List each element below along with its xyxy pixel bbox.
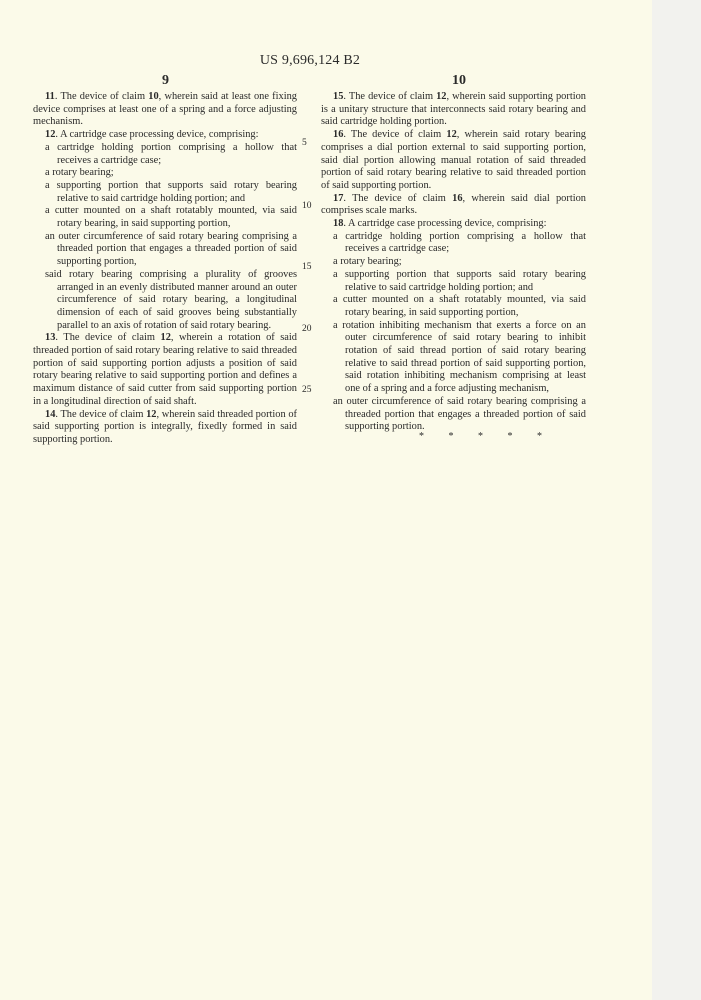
claim-18 bbox=[321, 218, 586, 231]
claim-element: a supporting portion that supports said rotary bearing relative to said cartridge holding portion; and bbox=[45, 179, 297, 204]
claim-number: 16 bbox=[333, 129, 344, 141]
line-number: 25 bbox=[302, 385, 312, 395]
claim-element: a supporting portion that supports said rotary bearing relative to said cartridge holding portion; and bbox=[333, 268, 586, 293]
claim-text: . The device of claim bbox=[54, 91, 149, 102]
claim-text: , wherein said at least one fixing device comprises at least one of a spring and a force adjusting mechanism. bbox=[33, 91, 298, 128]
claim-text: . The device of claim bbox=[343, 129, 447, 141]
claim-number: 14 bbox=[45, 408, 56, 420]
claim-number: 12 bbox=[45, 129, 56, 141]
claim-number: 15 bbox=[333, 91, 344, 102]
claim-text: . The device of claim bbox=[55, 332, 161, 344]
claim-number: 18 bbox=[333, 218, 344, 230]
claim-text: , wherein said rotary bearing comprises a dial portion external to said supporting portion, said dial portion allowing manual rotation of said threaded portion of said rotary bearing relative to said threaded portion of said supporting portion. bbox=[321, 129, 586, 191]
claim-15 bbox=[321, 91, 586, 129]
claim-element: a cutter mounted on a shaft rotatably mounted, via said rotary bearing, in said supporting portion, bbox=[45, 205, 297, 230]
claim-14 bbox=[33, 409, 297, 447]
claim-text: . The device of claim bbox=[343, 91, 437, 102]
claim-16 bbox=[321, 129, 586, 193]
claim-element: a rotary bearing; bbox=[333, 256, 402, 268]
claim-text: , wherein said supporting portion is a unitary structure that interconnects said rotary bearing and said cartridge holding portion. bbox=[321, 91, 587, 128]
claim-element: a cartridge holding portion comprising a hollow that receives a cartridge case; bbox=[45, 141, 297, 166]
claim-element: an outer circumference of said rotary bearing comprising a threaded portion that engages a threaded portion of said supporting portion. bbox=[333, 395, 586, 433]
claim-text: , wherein said dial portion comprises scale marks. bbox=[321, 192, 586, 217]
claim-element: said rotary bearing comprising a plurality of grooves arranged in an evenly distributed manner around an outer circumference of said rotary bearing, a longitudinal dimension of each of said grooves being substantially parallel to an axis of rotation of said rotary bearing. bbox=[45, 268, 297, 331]
claim-reference: 12 bbox=[446, 129, 457, 141]
claim-text: . A cartridge case processing device, comprising: bbox=[343, 218, 547, 230]
patent-number: US 9,696,124 B2 bbox=[259, 53, 361, 68]
line-number: 5 bbox=[302, 138, 307, 148]
claim-reference: 12 bbox=[160, 332, 171, 344]
claim-11 bbox=[33, 91, 297, 129]
claim-text: , wherein said threaded portion of said supporting portion is integrally, fixedly formed in said supporting portion. bbox=[33, 408, 298, 445]
claim-element: a cutter mounted on a shaft rotatably mounted, via said rotary bearing, in said supporting portion, bbox=[333, 294, 586, 318]
line-number: 20 bbox=[302, 324, 312, 334]
claim-number: 17 bbox=[333, 192, 344, 204]
claim-text: , wherein a rotation of said threaded portion of said rotary bearing relative to said threaded portion of said supporting portion adjusts a position of said rotary bearing relative to said supporting portion and defines a maximum distance of said cutter from said supporting portion in a longitudinal direction of said shaft. bbox=[33, 332, 297, 407]
claim-reference: 16 bbox=[452, 192, 463, 204]
line-number: 15 bbox=[302, 262, 312, 272]
claim-number: 11 bbox=[45, 91, 55, 102]
line-number: 10 bbox=[302, 201, 312, 211]
claim-element: a cartridge holding portion comprising a hollow that receives a cartridge case; bbox=[333, 230, 586, 255]
claim-reference: 12 bbox=[436, 91, 447, 102]
claim-number: 13 bbox=[45, 332, 56, 344]
claim-text: . The device of claim bbox=[343, 192, 453, 204]
left-column bbox=[33, 91, 297, 447]
end-marks: * * * * * bbox=[419, 431, 553, 442]
claim-element: a rotary bearing; bbox=[45, 167, 114, 179]
column-number-left: 9 bbox=[162, 73, 169, 88]
claim-13 bbox=[33, 332, 297, 408]
page-edge bbox=[652, 0, 701, 1000]
claim-text: . The device of claim bbox=[55, 408, 147, 420]
claim-reference: 10 bbox=[148, 91, 159, 102]
right-column bbox=[321, 91, 586, 434]
claim-reference: 12 bbox=[146, 408, 157, 420]
claim-element: an outer circumference of said rotary bearing comprising a threaded portion that engages a threaded portion of said supporting portion, bbox=[45, 230, 297, 268]
claim-12 bbox=[33, 129, 297, 142]
claim-17 bbox=[321, 193, 586, 218]
column-number-right: 10 bbox=[452, 73, 466, 88]
claim-element: a rotation inhibiting mechanism that exerts a force on an outer circumference of said rotary bearing to inhibit rotation of said thread portion of said rotary bearing relative to said thread portion of said supporting portion, said rotation inhibiting mechanism comprising at least one of a spring and a force adjusting mechanism, bbox=[333, 319, 586, 395]
claim-text: . A cartridge case processing device, comprising: bbox=[55, 129, 259, 141]
